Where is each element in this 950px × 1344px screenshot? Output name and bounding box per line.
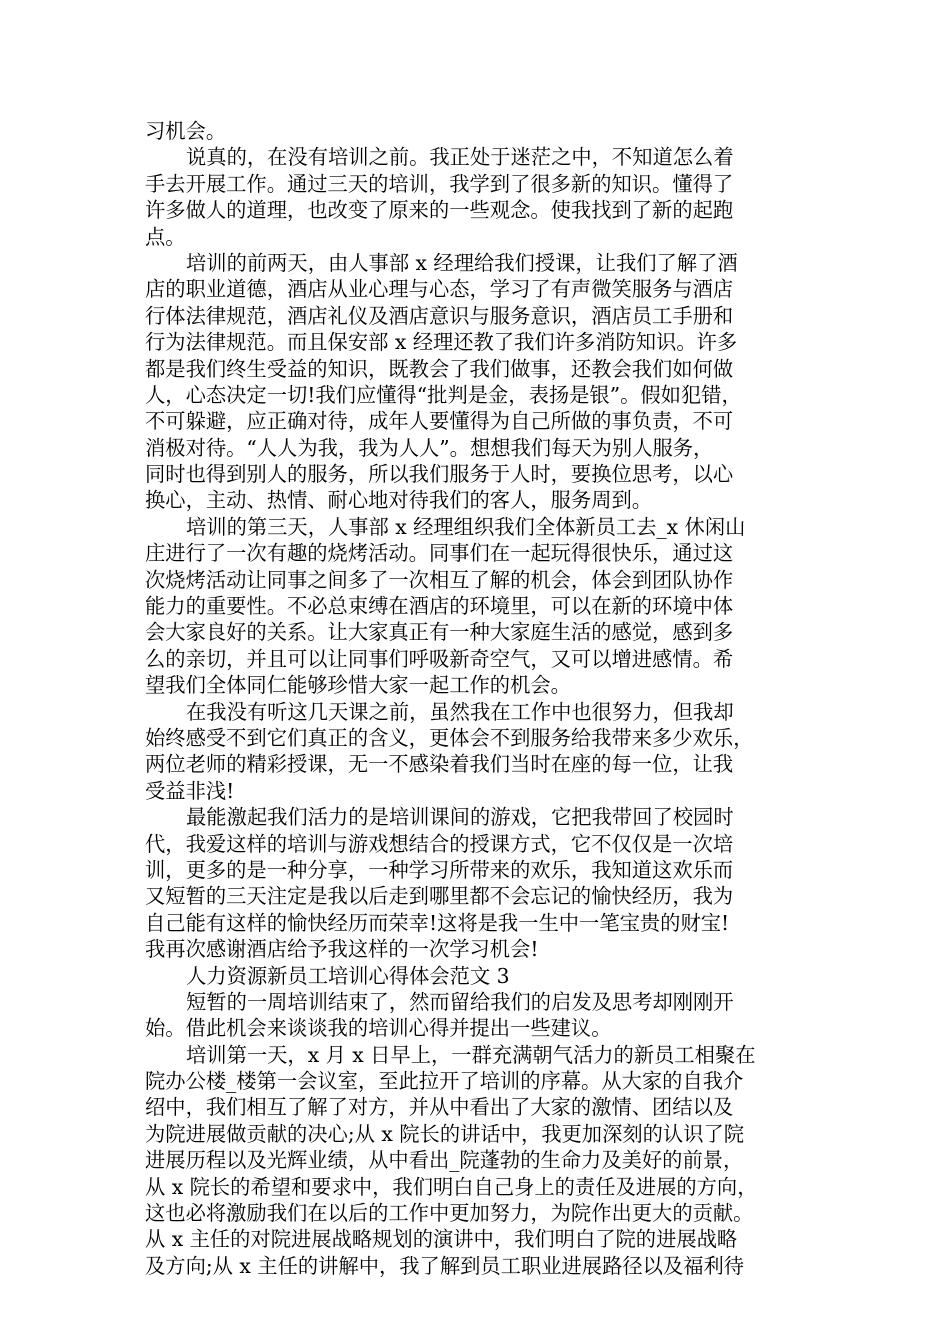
- text-line: 及方向;从 x 主任的讲解中，我了解到员工职业进展路径以及福利待: [145, 1253, 745, 1278]
- text-line: 为院进展做贡献的决心;从 x 院长的讲话中，我更加深刻的认识了院: [145, 1121, 745, 1146]
- text-line: 习机会。: [145, 119, 227, 143]
- text-line: 这也必将激励我们在以后的工作中更加努力，为院作出更大的贡献。: [145, 1201, 754, 1226]
- text-line: 说真的，在没有培训之前。我正处于迷茫之中，不知道怎么着: [186, 145, 734, 170]
- text-line: 不可躲避，应正确对待，成年人要懂得为自己所做的事负责，不可: [145, 409, 734, 434]
- text-line: 两位老师的精彩授课，无一不感染着我们当时在座的每一位，让我: [145, 752, 734, 777]
- text-line: 绍中，我们相互了解了对方，并从中看出了大家的激情、团结以及: [145, 1095, 734, 1120]
- text-line: 店的职业道德，酒店从业心理与心态，学习了有声微笑服务与酒店: [145, 277, 734, 302]
- text-line: 同时也得到别人的服务，所以我们服务于人时，要换位思考，以心: [145, 462, 734, 487]
- text-line: 手去开展工作。通过三天的培训，我学到了很多新的知识。懂得了: [145, 171, 734, 196]
- text-line: 消极对待。“人人为我，我为人人”。想想我们每天为别人服务，: [145, 435, 714, 460]
- text-line: 行体法律规范，酒店礼仪及酒店意识与服务意识，酒店员工手册和: [145, 303, 734, 328]
- text-line: 始。借此机会来谈谈我的培训心得并提出一些建议。: [145, 1016, 612, 1041]
- text-line: 么的亲切，并且可以让同事们呼吸新奇空气，又可以增进感情。希: [145, 646, 734, 671]
- text-line: 培训的第三天，人事部 x 经理组织我们全体新员工去_x 休闲山: [186, 514, 746, 539]
- text-line: 又短暂的三天注定是我以后走到哪里都不会忘记的愉快经历，我为: [145, 884, 734, 909]
- text-line: 行为法律规范。而且保安部 x 经理还教了我们许多消防知识。许多: [145, 330, 738, 355]
- text-line: 人力资源新员工培训心得体会范文 3: [186, 963, 510, 988]
- text-line: 受益非浅!: [145, 778, 235, 803]
- text-line: 都是我们终生受益的知识，既教会了我们做事，还教会我们如何做: [145, 356, 734, 381]
- text-line: 能力的重要性。不必总束缚在酒店的环境里，可以在新的环境中体: [145, 594, 734, 619]
- text-line: 短暂的一周培训结束了，然而留给我们的启发及思考却刚刚开: [186, 989, 734, 1014]
- text-line: 自己能有这样的愉快经历而荣幸!这将是我一生中一笔宝贵的财宝!: [145, 910, 730, 935]
- text-line: 进展历程以及光辉业绩，从中看出_院蓬勃的生命力及美好的前景，: [145, 1148, 744, 1173]
- text-line: 会大家良好的关系。让大家真正有一种大家庭生活的感觉，感到多: [145, 620, 734, 645]
- text-line: 在我没有听这几天课之前，虽然我在工作中也很努力，但我却: [186, 699, 734, 724]
- text-line: 代，我爱这样的培训与游戏想结合的授课方式，它不仅仅是一次培: [145, 831, 734, 856]
- text-line: 始终感受不到它们真正的含义，更体会不到服务给我带来多少欢乐，: [145, 725, 754, 750]
- text-line: 我再次感谢酒店给予我这样的一次学习机会!: [145, 937, 539, 962]
- text-line: 庄进行了一次有趣的烧烤活动。同事们在一起玩得很快乐，通过这: [145, 541, 734, 566]
- document-body: [145, 118, 825, 1279]
- text-line: 培训的前两天，由人事部 x 经理给我们授课，让我们了解了酒: [186, 250, 738, 275]
- text-line: 换心，主动、热情、耐心地对待我们的客人，服务周到。: [145, 488, 653, 513]
- text-line: 人，心态决定一切!我们应懂得“批判是金，表扬是银”。假如犯错，: [145, 382, 742, 407]
- text-line: 从 x 院长的希望和要求中，我们明白自己身上的责任及进展的方向，: [145, 1174, 758, 1199]
- text-line: 从 x 主任的对院进展战略规划的演讲中，我们明白了院的进展战略: [145, 1227, 738, 1252]
- text-line: 点。: [145, 224, 186, 249]
- text-line: 最能激起我们活力的是培训课间的游戏，它把我带回了校园时: [186, 805, 734, 830]
- text-line: 培训第一天，x 月 x 日早上，一群充满朝气活力的新员工相聚在: [186, 1042, 756, 1067]
- text-line: 次烧烤活动让同事之间多了一次相互了解的机会，体会到团队协作: [145, 567, 734, 592]
- text-line: 院办公楼_楼第一会议室，至此拉开了培训的序幕。从大家的自我介: [145, 1069, 744, 1094]
- text-line: 训，更多的是一种分享，一种学习所带来的欢乐，我知道这欢乐而: [145, 857, 734, 882]
- text-line: 许多做人的道理，也改变了原来的一些观念。使我找到了新的起跑: [145, 198, 734, 223]
- text-line: 望我们全体同仁能够珍惜大家一起工作的机会。: [145, 673, 571, 698]
